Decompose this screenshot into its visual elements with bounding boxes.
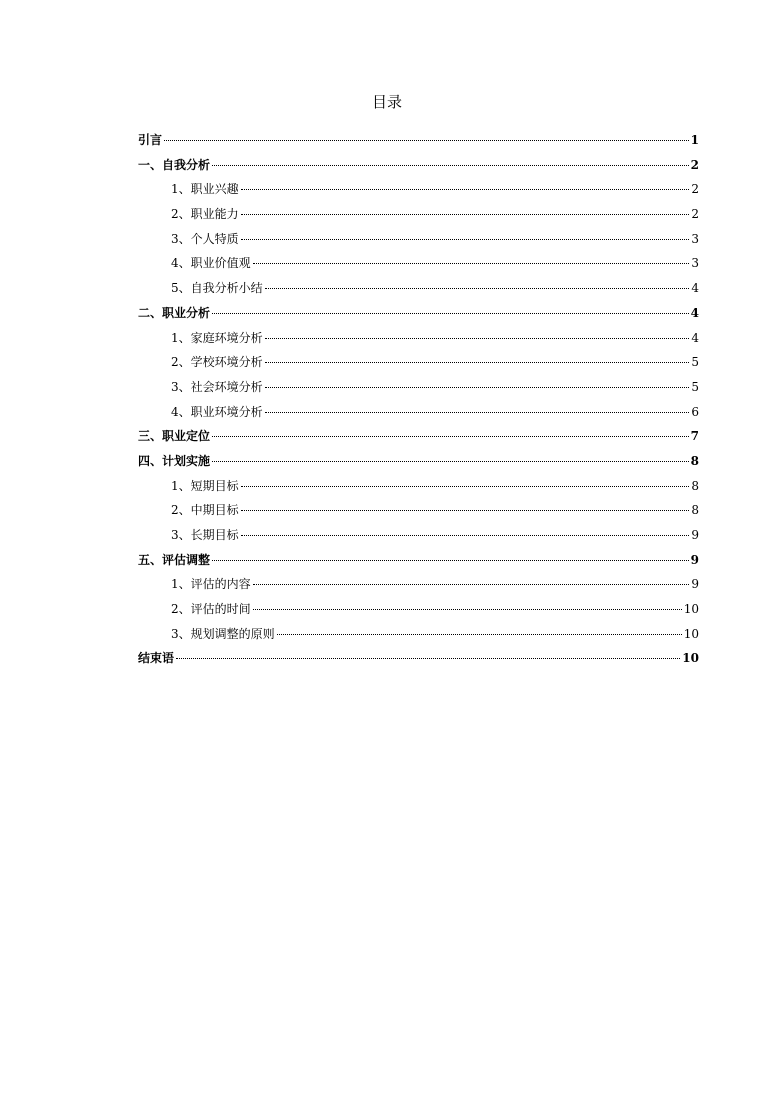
toc-subsection-entry[interactable] <box>138 400 699 425</box>
toc-section-entry[interactable] <box>138 301 699 326</box>
toc-page-number: 2 <box>691 207 699 222</box>
toc-dot-leader <box>241 535 690 536</box>
toc-entry-label: 2、学校环境分析 <box>171 355 263 370</box>
toc-entry-label: 2、评估的时间 <box>171 602 251 617</box>
toc-dot-leader <box>253 263 690 264</box>
toc-dot-leader <box>241 239 690 240</box>
toc-dot-leader <box>265 362 690 363</box>
toc-page-number: 5 <box>691 355 699 370</box>
toc-page-number: 4 <box>690 305 699 320</box>
toc-dot-leader <box>265 412 690 413</box>
toc-dot-leader <box>176 658 680 659</box>
toc-page-number: 5 <box>691 379 699 394</box>
toc-dot-leader <box>164 140 689 141</box>
toc-dot-leader <box>265 288 690 289</box>
toc-subsection-entry[interactable] <box>138 597 699 622</box>
toc-entry-label: 二、职业分析 <box>138 305 211 320</box>
toc-entry-label: 4、职业价值观 <box>171 256 251 271</box>
toc-dot-leader <box>212 165 689 166</box>
toc-subsection-entry[interactable] <box>138 523 699 548</box>
toc-page-number: 2 <box>690 157 699 172</box>
toc-section-entry[interactable] <box>138 449 699 474</box>
toc-entry-label: 5、自我分析小结 <box>171 281 263 296</box>
toc-entry-label: 1、职业兴趣 <box>171 182 239 197</box>
toc-entry-label: 1、短期目标 <box>171 478 239 493</box>
toc-subsection-entry[interactable] <box>138 474 699 499</box>
toc-dot-leader <box>265 338 690 339</box>
toc-dot-leader <box>277 634 682 635</box>
toc-entry-label: 结束语 <box>138 651 175 666</box>
toc-page-number: 8 <box>690 453 699 468</box>
toc-page-number: 4 <box>691 281 699 296</box>
toc-dot-leader <box>265 387 690 388</box>
toc-title: 目录 <box>371 93 402 111</box>
toc-dot-leader <box>241 189 690 190</box>
toc-subsection-entry[interactable] <box>138 375 699 400</box>
toc-dot-leader <box>212 313 689 314</box>
toc-dot-leader <box>241 486 690 487</box>
toc-page-number: 10 <box>683 626 699 641</box>
toc-section-entry[interactable] <box>138 424 699 449</box>
toc-list <box>138 128 699 671</box>
toc-entry-label: 2、职业能力 <box>171 207 239 222</box>
toc-section-entry[interactable] <box>138 153 699 178</box>
toc-subsection-entry[interactable] <box>138 572 699 597</box>
toc-page-number: 9 <box>691 577 699 592</box>
toc-section-entry[interactable] <box>138 548 699 573</box>
toc-subsection-entry[interactable] <box>138 498 699 523</box>
toc-subsection-entry[interactable] <box>138 350 699 375</box>
toc-subsection-entry[interactable] <box>138 276 699 301</box>
toc-entry-label: 3、个人特质 <box>171 231 239 246</box>
toc-entry-label: 3、规划调整的原则 <box>171 626 275 641</box>
toc-page-number: 4 <box>691 330 699 345</box>
toc-page-number: 1 <box>690 133 699 147</box>
toc-page-number: 2 <box>691 182 699 197</box>
toc-page-number: 3 <box>691 231 699 246</box>
toc-entry-label: 3、长期目标 <box>171 528 239 542</box>
toc-page-number: 8 <box>691 478 699 493</box>
toc-page-number: 8 <box>691 503 699 518</box>
toc-page-number: 9 <box>691 528 699 542</box>
toc-entry-label: 引言 <box>138 133 163 147</box>
toc-entry-label: 1、评估的内容 <box>171 577 251 592</box>
toc-entry-label: 4、职业环境分析 <box>171 404 263 419</box>
toc-dot-leader <box>212 461 689 462</box>
toc-page-number: 6 <box>691 404 699 419</box>
toc-subsection-entry[interactable] <box>138 202 699 227</box>
toc-subsection-entry[interactable] <box>138 227 699 252</box>
toc-dot-leader <box>212 560 689 561</box>
toc-page-number: 10 <box>683 602 699 617</box>
toc-entry-label: 三、职业定位 <box>138 429 211 444</box>
toc-entry-label: 一、自我分析 <box>138 157 211 172</box>
toc-subsection-entry[interactable] <box>138 177 699 202</box>
toc-dot-leader <box>212 436 689 437</box>
toc-entry-label: 四、计划实施 <box>138 453 211 468</box>
toc-entry-label: 2、中期目标 <box>171 503 239 518</box>
toc-dot-leader <box>253 609 682 610</box>
toc-section-entry[interactable] <box>138 128 699 153</box>
toc-dot-leader <box>241 510 690 511</box>
toc-subsection-entry[interactable] <box>138 251 699 276</box>
toc-dot-leader <box>241 214 690 215</box>
toc-subsection-entry[interactable] <box>138 622 699 647</box>
toc-page-number: 3 <box>691 256 699 271</box>
toc-page-number: 9 <box>690 552 699 567</box>
toc-subsection-entry[interactable] <box>138 326 699 351</box>
toc-section-entry[interactable] <box>138 646 699 671</box>
toc-page-number: 7 <box>690 429 699 444</box>
toc-entry-label: 3、社会环境分析 <box>171 379 263 394</box>
toc-dot-leader <box>253 584 690 585</box>
toc-entry-label: 1、家庭环境分析 <box>171 330 263 345</box>
toc-page-number: 10 <box>682 651 699 666</box>
toc-entry-label: 五、评估调整 <box>138 552 211 567</box>
